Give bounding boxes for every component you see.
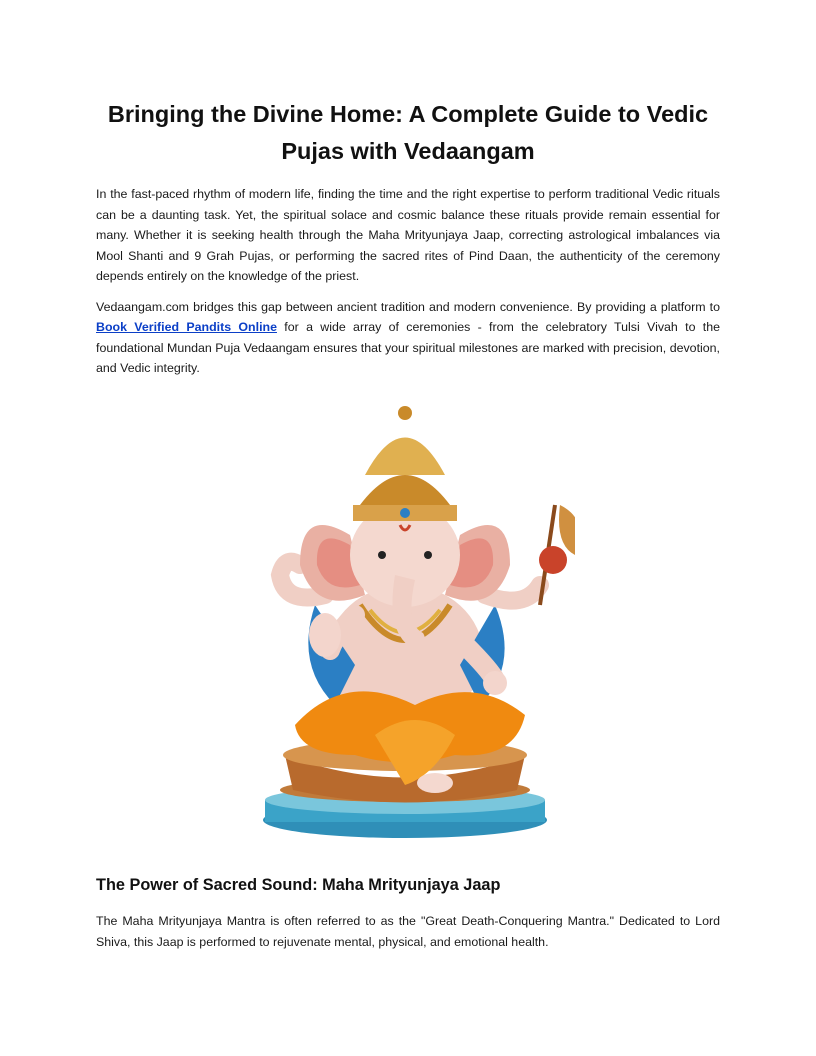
intro-paragraph: In the fast-paced rhythm of modern life, finding the time and the right expertise to perform traditional Vedic rituals can be a daunting task. Yet, the spiritual solace and cosmic balance these rituals provide remain essential for many. Whether it is seeking health through the Maha Mrityunjaya Jaap, correcting astrological imbalances via Mool Shanti and 9 Grah Pujas, or performing the sacred rites of Pind Daan, the authenticity of the ceremony depends entirely on the knowledge of the priest. — [96, 187, 720, 283]
ganesha-idol-svg — [255, 405, 575, 845]
platform-text-before: Vedaangam.com bridges this gap between ancient tradition and modern convenience. By providing a platform to — [96, 299, 720, 314]
title-line-2: Pujas with Vedaangam — [281, 138, 535, 164]
section-heading: The Power of Sacred Sound: Maha Mrityunjaya Jaap — [96, 876, 501, 894]
platform-text-after: for a wide array of ceremonies - from the celebratory Tulsi Vivah to the foundational Mundan Puja Vedaangam ensures that your spiritual milestones are marked with precision, devotion, and Vedic integrity. — [96, 320, 721, 375]
platform-paragraph — [96, 297, 720, 379]
book-pandits-link[interactable]: Book Verified Pandits Online — [96, 320, 277, 334]
document-page — [96, 96, 720, 379]
page-title — [96, 96, 720, 170]
ganesha-idol-illustration — [255, 405, 575, 845]
title-line-1: Bringing the Divine Home: A Complete Guide to Vedic — [107, 101, 709, 127]
section-paragraph: The Maha Mrityunjaya Mantra is often referred to as the "Great Death-Conquering Mantra." Dedicated to Lord Shiva, this Jaap is performed to rejuvenate mental, physical, and emotional health. — [96, 914, 720, 949]
